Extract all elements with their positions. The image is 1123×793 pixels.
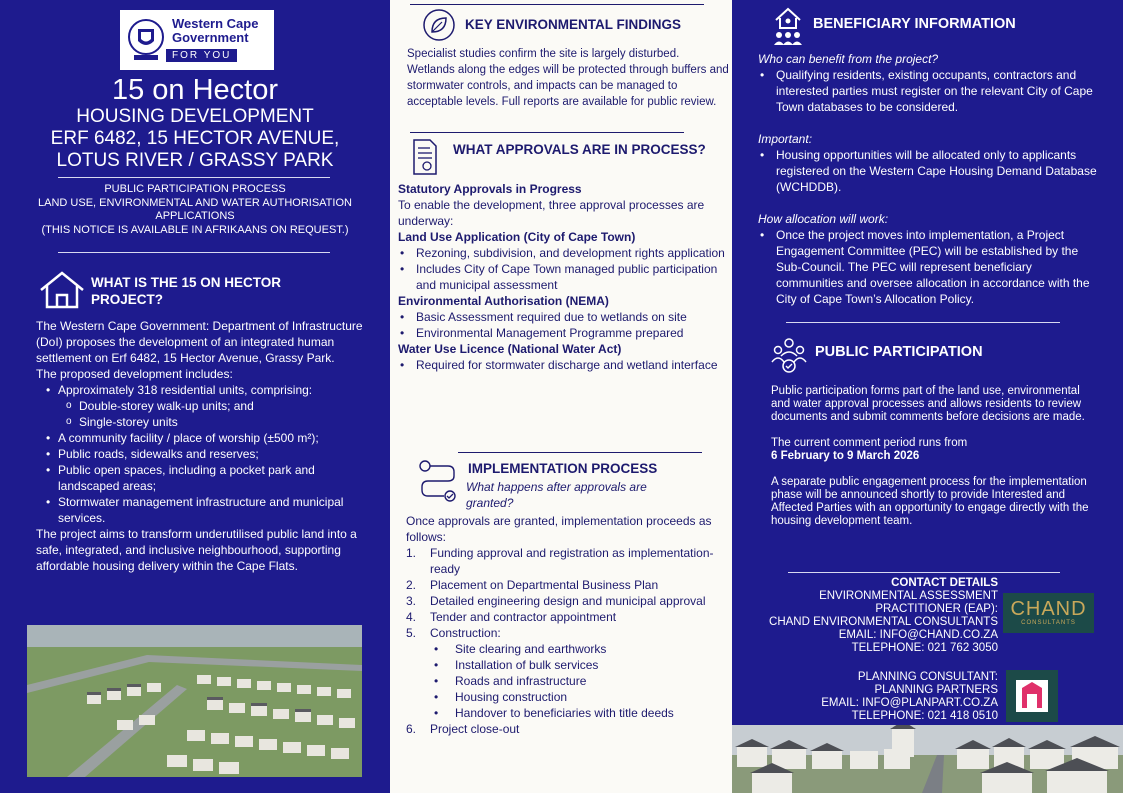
step-item: 1. Funding approval and registration as implementation-ready [406, 546, 714, 576]
list-item: • Once the project moves into implementation, a Project Engagement Committee (PEC) will be established by the Sub-Council. The PEC will represent beneficiary communities and oversee allocation in accordance with the City of Cape Town’s Allocation Policy. [758, 227, 1098, 307]
findings-text: Specialist studies confirm the site is largely disturbed. Wetlands along the edges will be protected through buffers and stormwater controls, and impacts can be managed to acceptable levels. Full reports are available for public review. [407, 48, 729, 108]
approvals-heading: WHAT APPROVALS ARE IN PROCESS? [453, 142, 706, 157]
house-icon [38, 270, 86, 310]
approval-group-title: Water Use Licence (National Water Act) [398, 342, 622, 356]
step-item: 6. Project close-out [406, 722, 520, 736]
planning-partners-logo [1006, 670, 1058, 722]
subtitle-line: ERF 6482, 15 HECTOR AVENUE, [50, 128, 340, 149]
list-item: • Rezoning, subdivision, and development rights application [398, 245, 728, 261]
beneficiary-body [758, 51, 1098, 307]
contact-line: EMAIL: INFO@PLANPART.CO.ZA [821, 697, 998, 709]
participation-body [771, 385, 1091, 528]
heading-line: PROJECT? [91, 292, 164, 307]
divider [410, 132, 684, 133]
step-text: Placement on Departmental Business Plan [430, 578, 659, 592]
approvals-body [398, 181, 728, 373]
divider [458, 452, 702, 453]
step-text: Construction: [430, 626, 501, 640]
participation-heading: PUBLIC PARTICIPATION [815, 344, 983, 360]
step-text: Tender and contractor appointment [430, 610, 617, 624]
list-item: • Public roads, sidewalks and reserves; [36, 446, 366, 462]
logo-line2: Government [172, 30, 249, 45]
list-item: • Stormwater management infrastructure and municipal services. [36, 494, 366, 526]
step-item: 4. Tender and contractor appointment [406, 610, 617, 624]
implementation-body [406, 513, 728, 737]
step-text: Project close-out [430, 722, 520, 736]
beneficiary-heading: BENEFICIARY INFORMATION [813, 16, 1016, 32]
implementation-heading: IMPLEMENTATION PROCESS [468, 461, 658, 476]
step-text: Funding approval and registration as implementation-ready [430, 546, 714, 576]
project-includes-label: The proposed development includes: [36, 367, 233, 381]
contact-planning [742, 671, 998, 723]
contact-line: ENVIRONMENTAL ASSESSMENT [819, 590, 998, 602]
process-flow-icon [418, 458, 458, 504]
page-title: 15 on Hector [111, 74, 279, 106]
approval-group-title: Environmental Authorisation (NEMA) [398, 294, 609, 308]
list-item: • Handover to beneficiaries with title deeds [406, 705, 728, 721]
subtitle-line: HOUSING DEVELOPMENT [76, 106, 314, 127]
notice-line: LAND USE, ENVIRONMENTAL AND WATER AUTHORISATION [38, 196, 352, 209]
list-item: • Required for stormwater discharge and wetland interface [398, 357, 728, 373]
chand-logo [1003, 593, 1094, 633]
right-panel [732, 0, 1123, 793]
participation-text: A separate public engagement process for the implementation phase will be announced shortly to provide Interested and Affected Parties with an opportunity to engage directly with the housing development team. [771, 476, 1089, 527]
notice-line: PUBLIC PARTICIPATION PROCESS [104, 183, 286, 195]
left-panel [0, 0, 390, 793]
document-check-icon [410, 138, 440, 176]
step-item: 2. Placement on Departmental Business Plan [406, 578, 659, 592]
notice-block [10, 183, 380, 237]
project-closing: The project aims to transform underutilised public land into a safe, integrated, and inclusive neighbourhood, supporting affordable housing delivery within the Cape Flats. [36, 527, 357, 573]
contact-line: PLANNING PARTNERS [874, 684, 998, 696]
list-item: • Qualifying residents, existing occupants, contractors and interested parties must register on the relevant City of Cape Town databases to be considered. [758, 67, 1098, 115]
project-heading [91, 274, 341, 308]
page-subtitle [0, 106, 390, 172]
project-list [36, 382, 366, 526]
beneficiary-question: Who can benefit from the project? [758, 52, 939, 66]
divider [786, 322, 1060, 323]
participation-people-icon [770, 336, 808, 374]
statutory-title: Statutory Approvals in Progress [398, 182, 582, 196]
list-item: • Basic Assessment required due to wetlands on site [398, 309, 728, 325]
people-house-icon [772, 6, 804, 46]
aerial-render-image [27, 625, 362, 777]
notice-line: APPLICATIONS [155, 210, 235, 222]
leaf-globe-icon [422, 8, 456, 42]
implementation-intro: Once approvals are granted, implementation proceeds as follows: [406, 514, 712, 544]
divider [410, 4, 704, 5]
logo-tagline: FOR YOU [166, 49, 237, 62]
contact-line: CHAND ENVIRONMENTAL CONSULTANTS [769, 616, 998, 628]
project-body [36, 318, 366, 574]
divider [58, 177, 330, 178]
contact-line: PRACTITIONER (EAP): [875, 603, 998, 615]
list-item: • Environmental Management Programme prepared [398, 325, 728, 341]
list-item: • Includes City of Cape Town managed public participation and municipal assessment [398, 261, 728, 293]
notice-line: (THIS NOTICE IS AVAILABLE IN AFRIKAANS ON REQUEST.) [41, 223, 349, 236]
contact-line: PLANNING CONSULTANT: [857, 671, 998, 683]
contact-line: TELEPHONE: 021 418 0510 [851, 710, 998, 722]
coat-of-arms-icon [126, 15, 166, 65]
contact-heading: CONTACT DETAILS [891, 577, 998, 589]
statutory-text: To enable the development, three approval processes are underway: [398, 198, 705, 228]
step-text: Detailed engineering design and municipal approval [430, 594, 706, 608]
list-item: • Public open spaces, including a pocket park and landscaped areas; [36, 462, 366, 494]
implementation-question: What happens after approvals are granted? [466, 480, 647, 510]
list-item: • A community facility / place of worship (±500 m²); [36, 430, 366, 446]
contact-eap [742, 577, 998, 655]
contact-line: TELEPHONE: 021 762 3050 [851, 642, 998, 654]
approval-group-title: Land Use Application (City of Cape Town) [398, 230, 636, 244]
participation-text: The current comment period runs from [771, 437, 968, 449]
findings-heading: KEY ENVIRONMENTAL FINDINGS [465, 17, 682, 32]
list-item: o Double-storey walk-up units; and [36, 398, 366, 414]
middle-panel [390, 0, 732, 793]
wcg-logo [120, 10, 274, 70]
list-item: • Housing opportunities will be allocated only to applicants registered on the Western Cape Housing Demand Database (WCHDDB). [758, 147, 1098, 195]
logo-line1: Western Cape [172, 16, 259, 31]
participation-text: Public participation forms part of the land use, environmental and water approval processes and allows residents to review documents and submit comments before decisions are made. [771, 385, 1085, 423]
housing-render-image [732, 725, 1123, 793]
contact-line: EMAIL: INFO@CHAND.CO.ZA [838, 629, 998, 641]
chand-logo-text: CHAND [1010, 598, 1087, 620]
heading-line: WHAT IS THE 15 ON HECTOR [91, 275, 282, 290]
divider [788, 572, 1060, 573]
chand-logo-sub: CONSULTANTS [1021, 620, 1076, 626]
list-item: • Housing construction [406, 689, 728, 705]
divider [58, 252, 330, 253]
list-item: • Site clearing and earthworks [406, 641, 728, 657]
list-item: • Approximately 318 residential units, comprising: [36, 382, 366, 398]
step-item: 3. Detailed engineering design and municipal approval [406, 594, 706, 608]
subtitle-line: LOTUS RIVER / GRASSY PARK [56, 150, 334, 171]
step-item: 5. Construction: [406, 626, 501, 640]
list-item: • Installation of bulk services [406, 657, 728, 673]
project-intro: The Western Cape Government: Department of Infrastructure (DoI) proposes the development of an integrated human settlement on Erf 6482, 15 Hector Avenue, Grassy Park. [36, 319, 363, 365]
beneficiary-question: How allocation will work: [758, 212, 889, 226]
comment-period-dates: 6 February to 9 March 2026 [771, 450, 920, 462]
list-item: o Single-storey units [36, 414, 366, 430]
list-item: • Roads and infrastructure [406, 673, 728, 689]
beneficiary-question: Important: [758, 132, 813, 146]
